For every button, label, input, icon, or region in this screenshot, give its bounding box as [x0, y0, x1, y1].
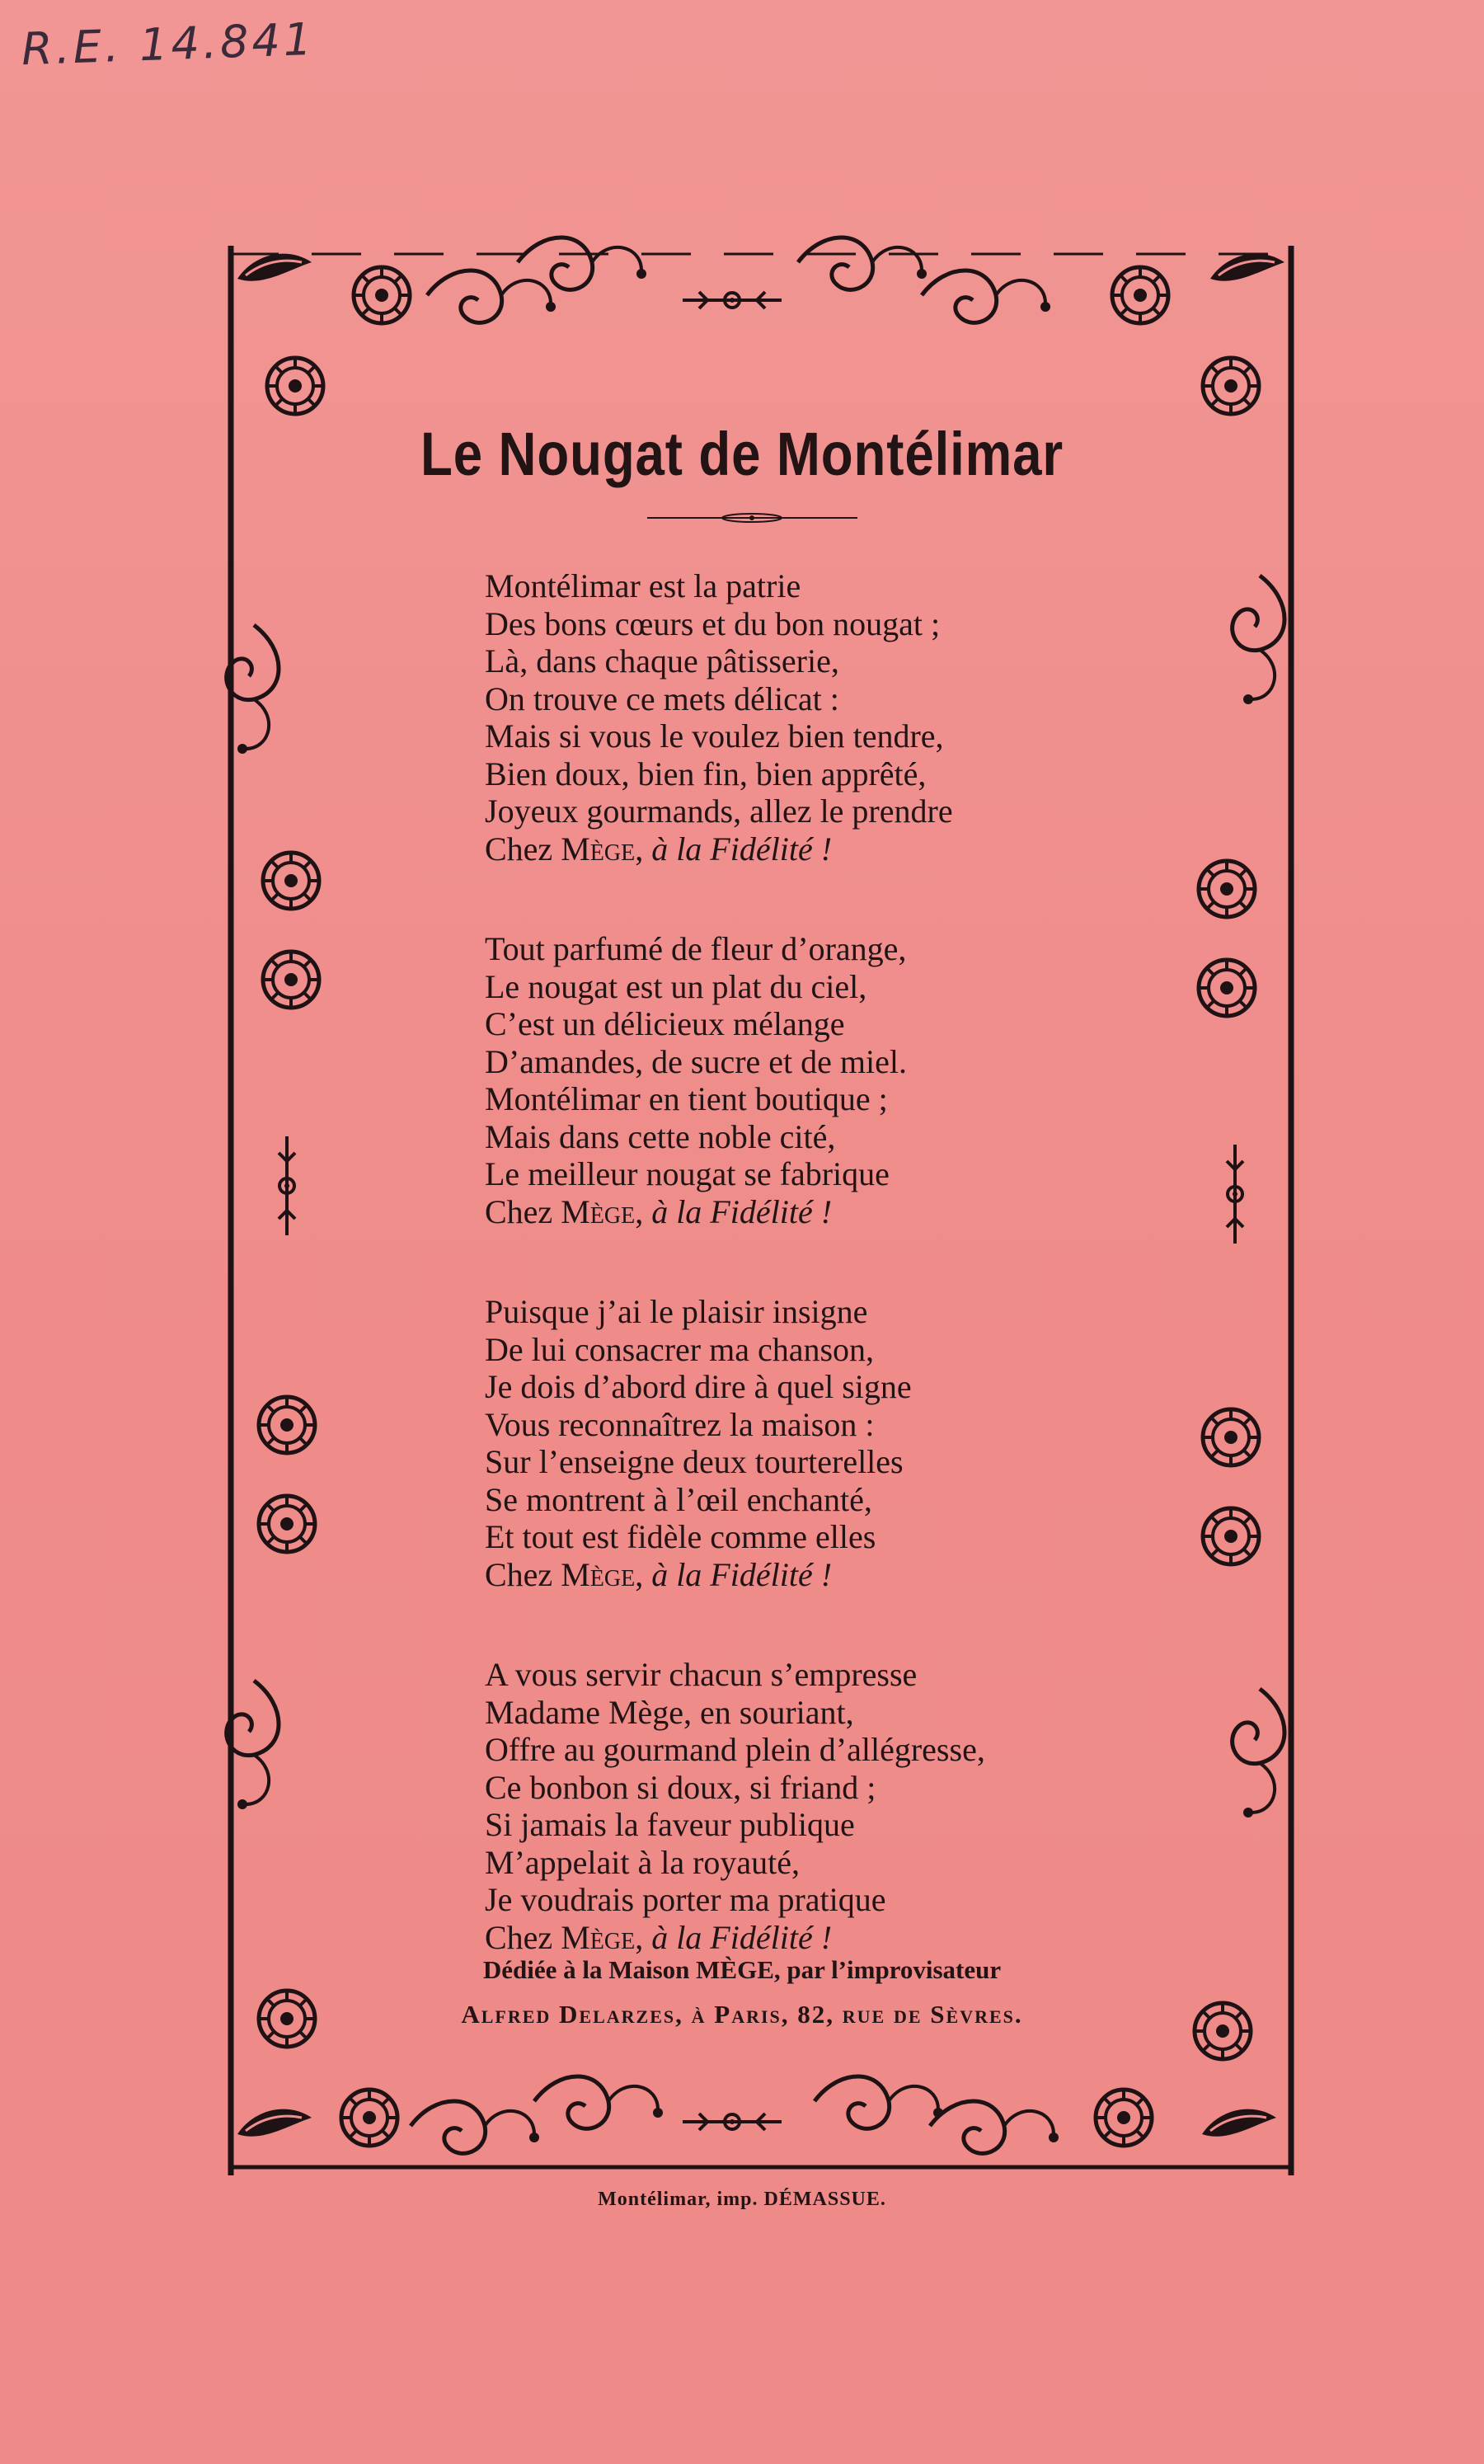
printer-imprint: Montélimar, imp. DÉMASSUE.	[598, 2189, 886, 2210]
poem-line: Mais dans cette noble cité,	[485, 1117, 836, 1155]
refrain-line	[485, 830, 1128, 868]
refrain-line	[485, 1193, 1128, 1231]
poem-line: Des bons cœurs et du bon nougat ;	[485, 604, 941, 642]
poem	[485, 567, 1128, 2019]
refrain-separator: ,	[635, 830, 652, 868]
stanza-1	[485, 567, 1128, 868]
refrain-separator: ,	[635, 1555, 652, 1593]
poem-line: Et tout est fidèle comme elles	[485, 1518, 876, 1555]
border-bottom	[229, 2076, 1293, 2167]
poem-line: Sur l’enseigne deux tourterelles	[485, 1443, 904, 1480]
refrain-italic: à la Fidélité !	[651, 1918, 833, 1956]
poem-line: Madame Mège, en souriant,	[485, 1693, 854, 1731]
poem-line: De lui consacrer ma chanson,	[485, 1330, 875, 1368]
refrain-separator: ,	[635, 1192, 652, 1230]
refrain-prefix: Chez	[485, 1918, 561, 1956]
poem-line: Ce bonbon si doux, si friand ;	[485, 1768, 876, 1806]
border-right	[1195, 246, 1291, 2175]
refrain-separator: ,	[635, 1918, 652, 1956]
border-left	[227, 246, 323, 2175]
poem-line: Je voudrais porter ma pratique	[485, 1881, 886, 1918]
refrain-line	[485, 1556, 1128, 1594]
dedication	[0, 1948, 1484, 2037]
shelfmark-annotation: R.E. 14.841	[21, 12, 317, 76]
refrain-prefix: Chez	[485, 830, 561, 868]
refrain-prefix: Chez	[485, 1192, 561, 1230]
refrain-name: Mège	[561, 830, 636, 868]
refrain-italic: à la Fidélité !	[651, 1192, 833, 1230]
poem-line: Bien doux, bien fin, bien apprêté,	[485, 755, 927, 792]
poem-line: Le meilleur nougat se fabrique	[485, 1155, 890, 1192]
poem-line: Mais si vous le voulez bien tendre,	[485, 717, 944, 755]
poem-line: D’amandes, de sucre et de miel.	[485, 1042, 908, 1080]
stanza-2	[485, 930, 1128, 1230]
poem-line: Montélimar est la patrie	[485, 567, 801, 604]
poem-line: Là, dans chaque pâtisserie,	[485, 642, 839, 679]
refrain-italic: à la Fidélité !	[651, 1555, 833, 1593]
poem-line: Vous reconnaîtrez la maison :	[485, 1405, 875, 1443]
stanza-4	[485, 1656, 1128, 1956]
refrain-italic: à la Fidélité !	[651, 830, 833, 868]
border-top	[229, 237, 1293, 323]
refrain-name: Mège	[561, 1192, 636, 1230]
poem-line: Si jamais la faveur publique	[485, 1806, 855, 1843]
title-divider-ornament	[647, 511, 857, 524]
poem-line: Le nougat est un plat du ciel,	[485, 967, 867, 1005]
dedication-line-1: Dédiée à la Maison MÈGE, par l’improvisateur	[482, 1955, 1002, 1984]
poem-line: Je dois d’abord dire à quel signe	[485, 1368, 912, 1405]
poem-line: On trouve ce mets délicat :	[485, 679, 839, 717]
stanza-3	[485, 1293, 1128, 1593]
poem-line: Montélimar en tient boutique ;	[485, 1080, 888, 1117]
poem-line: A vous servir chacun s’empresse	[485, 1656, 918, 1693]
poem-line: Puisque j’ai le plaisir insigne	[485, 1293, 868, 1330]
refrain-name: Mège	[561, 1555, 636, 1593]
refrain-prefix: Chez	[485, 1555, 561, 1593]
poem-line: Offre au gourmand plein d’allégresse,	[485, 1731, 985, 1768]
poem-line: M’appelait à la royauté,	[485, 1843, 801, 1881]
refrain-name: Mège	[561, 1918, 636, 1956]
poem-line: Se montrent à l’œil enchanté,	[485, 1480, 872, 1518]
poem-line: Tout parfumé de fleur d’orange,	[485, 930, 907, 967]
page-title: Le Nougat de Montélimar	[420, 420, 1064, 488]
poem-line: C’est un délicieux mélange	[485, 1005, 845, 1042]
poem-line: Joyeux gourmands, allez le prendre	[485, 792, 953, 830]
dedication-line-2: Alfred Delarzes, à Paris, 82, rue de Sèvres.	[461, 2000, 1023, 2029]
